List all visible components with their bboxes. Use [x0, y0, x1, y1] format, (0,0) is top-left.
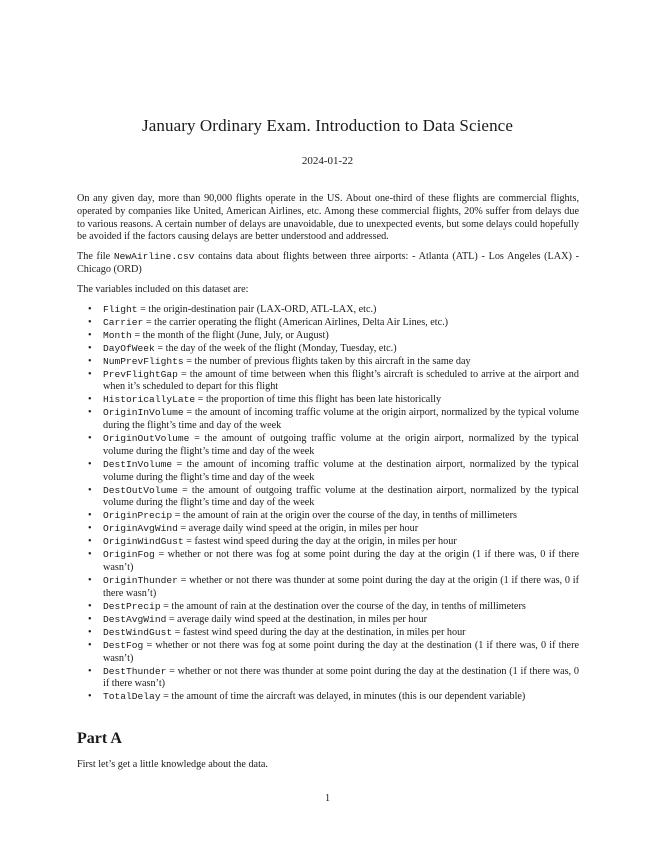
- variable-desc: = the amount of time between when this flight’s aircraft is scheduled to arrive at the airport and when it’s scheduled to depart for this flight: [103, 368, 579, 393]
- list-item: [103, 510, 579, 523]
- variable-name: Month: [103, 329, 132, 341]
- list-item: [103, 459, 579, 485]
- variable-desc: = whether or not there was thunder at some point during the day at the origin (1 if there was, 0 if there wasn’t): [103, 575, 579, 599]
- document-body: [77, 193, 579, 704]
- document-title: January Ordinary Exam. Introduction to Data Science: [142, 116, 513, 135]
- list-item: [103, 343, 579, 356]
- list-item: [103, 407, 579, 433]
- list-item: [103, 369, 579, 395]
- variable-name: DayOfWeek: [103, 342, 155, 354]
- list-item: [103, 614, 579, 627]
- variable-name: DestOutVolume: [103, 484, 178, 496]
- list-item: [103, 356, 579, 369]
- variable-desc: = the amount of incoming traffic volume at the origin airport, normalized by the typical volume during the flight’s time and day of the week: [103, 407, 579, 432]
- list-item: [103, 601, 579, 614]
- variable-name: DestWindGust: [103, 626, 173, 638]
- list-item: [103, 433, 579, 459]
- document-date: 2024-01-22: [301, 155, 354, 167]
- list-item: [103, 666, 579, 692]
- variable-name: OriginInVolume: [103, 407, 184, 419]
- variable-desc: = fastest wind speed during the day at the destination, in miles per hour: [172, 626, 466, 638]
- list-item: [103, 640, 579, 666]
- variable-desc: = the carrier operating the flight (American Airlines, Delta Air Lines, etc.): [143, 316, 449, 328]
- page-number: 1: [324, 793, 331, 804]
- variable-desc: = the amount of outgoing traffic volume at the origin airport, normalized by the typical volume during the flight’s time and day of the week: [103, 433, 579, 457]
- section-heading: Part A: [77, 730, 122, 747]
- variables-list: [77, 304, 579, 705]
- variable-name: OriginAvgWind: [103, 523, 178, 535]
- variable-desc: = average daily wind speed at the destination, in miles per hour: [166, 613, 427, 625]
- list-item: [103, 523, 579, 536]
- list-item: [103, 575, 579, 601]
- variable-name: HistoricallyLate: [103, 394, 196, 406]
- variable-name: DestThunder: [103, 665, 167, 677]
- variable-name: OriginPrecip: [103, 510, 173, 522]
- variable-name: Carrier: [103, 316, 144, 328]
- list-item: [103, 485, 579, 511]
- variable-desc: = whether or not there was thunder at some point during the day at the destination (1 if there was, 0 if there wasn’t): [103, 665, 579, 690]
- variable-name: TotalDelay: [103, 691, 161, 703]
- variable-desc: = the month of the flight (June, July, or August): [131, 329, 329, 341]
- file-paragraph-suffix: contains data about flights between three airports: - Atlanta (ATL) - Los Angeles (LAX) - Chicago (ORD): [77, 251, 579, 275]
- variable-desc: = the day of the week of the flight (Monday, Tuesday, etc.): [154, 342, 397, 354]
- variable-desc: = whether or not there was fog at some point during the day at the origin (1 if there was, 0 if there wasn’t): [103, 549, 579, 574]
- variable-desc: = the proportion of time this flight has been late historically: [195, 394, 442, 406]
- variable-name: OriginWindGust: [103, 536, 184, 548]
- variable-name: DestAvgWind: [103, 613, 167, 625]
- variable-desc: = the amount of rain at the origin over the course of the day, in tenths of millimeters: [172, 510, 517, 522]
- variable-desc: = whether or not there was fog at some point during the day at the destination (1 if there was, 0 if there wasn’t): [103, 639, 579, 664]
- variable-desc: = fastest wind speed during the day at the origin, in miles per hour: [183, 536, 457, 548]
- variable-desc: = the amount of incoming traffic volume at the destination airport, normalized by the typical volume during the flight’s time and day of the week: [103, 458, 579, 483]
- variable-name: DestFog: [103, 639, 144, 651]
- intro-paragraph: On any given day, more than 90,000 flights operate in the US. About one-third of these flights are commercial flights, operated by companies like United, American Airlines, etc. Among these commercial flights, 20% suffer from delays due to various reasons. A certain number of delays are unavoidable, due to unexpected events, but some delays could hopefully be avoided if the factors causing delays are better understood and addressed.: [77, 193, 579, 243]
- variable-desc: = average daily wind speed at the origin, in miles per hour: [177, 523, 419, 535]
- variable-name: DestPrecip: [103, 600, 161, 612]
- variable-name: OriginOutVolume: [103, 433, 190, 445]
- variable-name: DestInVolume: [103, 458, 173, 470]
- list-item: [103, 304, 579, 317]
- list-item: [103, 536, 579, 549]
- file-paragraph-prefix: The file: [77, 251, 114, 263]
- variable-desc: = the amount of outgoing traffic volume at the destination airport, normalized by the typical volume during the flight’s time and day of the week: [103, 484, 579, 509]
- variable-name: OriginThunder: [103, 575, 178, 587]
- variable-name: Flight: [103, 303, 138, 315]
- variable-name: OriginFog: [103, 549, 155, 561]
- list-item: [103, 549, 579, 575]
- list-item: [103, 627, 579, 640]
- file-paragraph: [77, 251, 579, 277]
- variable-desc: = the amount of time the aircraft was delayed, in minutes (this is our dependent variable): [160, 691, 526, 703]
- section-intro: First let’s get a little knowledge about the data.: [77, 759, 268, 770]
- list-item: [103, 394, 579, 407]
- variable-name: NumPrevFlights: [103, 355, 184, 367]
- variable-desc: = the origin-destination pair (LAX-ORD, ATL-LAX, etc.): [137, 303, 377, 315]
- variable-desc: = the amount of rain at the destination over the course of the day, in tenths of millimeters: [160, 600, 526, 612]
- list-item: [103, 691, 579, 704]
- list-item: [103, 330, 579, 343]
- list-item: [103, 317, 579, 330]
- variables-intro: The variables included on this dataset are:: [77, 283, 249, 295]
- variable-desc: = the number of previous flights taken by this aircraft in the same day: [183, 355, 471, 367]
- variable-name: PrevFlightGap: [103, 368, 178, 380]
- filename: NewAirline.csv: [113, 251, 195, 263]
